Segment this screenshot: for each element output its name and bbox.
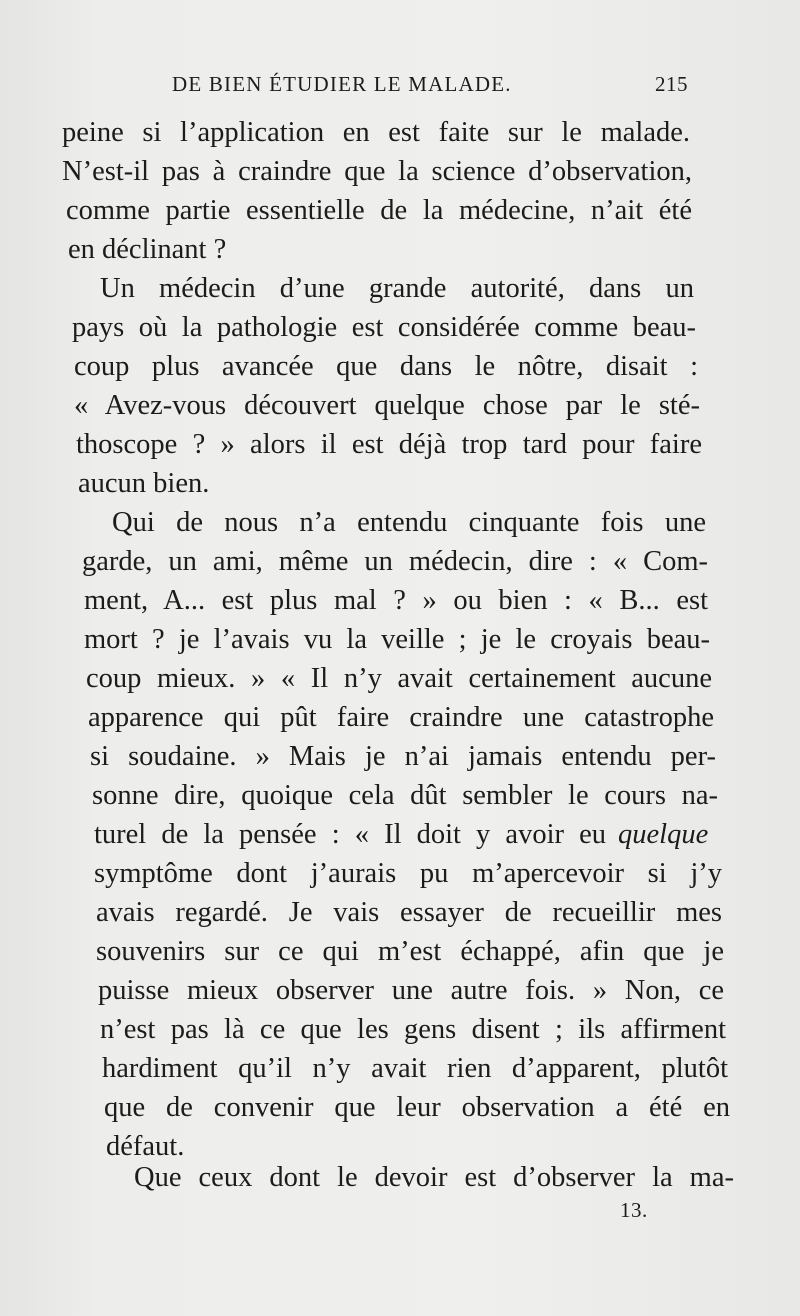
- text-line: puisse mieux observer une autre fois. » Non, ce: [98, 975, 724, 1006]
- text-line: « Avez-vous découvert quelque chose par le sté-: [74, 390, 700, 421]
- page-number: 215: [655, 72, 688, 96]
- text-line: n’est pas là ce que les gens disent ; ils affirment: [100, 1014, 726, 1045]
- text-line: symptôme dont j’aurais pu m’apercevoir si j’y: [94, 858, 722, 889]
- text-line: avais regardé. Je vais essayer de recueillir mes: [96, 897, 722, 928]
- text-line: Que ceux dont le devoir est d’observer la ma-: [134, 1162, 734, 1193]
- text-line-with-emphasis: [94, 817, 722, 853]
- running-title: DE BIEN ÉTUDIER LE MALADE.: [172, 72, 512, 96]
- text-line: coup plus avancée que dans le nôtre, disait :: [74, 351, 698, 382]
- page-header: [60, 72, 700, 104]
- signature-mark: 13.: [620, 1198, 648, 1222]
- text-line: sonne dire, quoique cela dût sembler le cours na-: [92, 780, 718, 811]
- text-line: hardiment qu’il n’y avait rien d’apparent, plutôt: [102, 1053, 728, 1084]
- text-line: comme partie essentielle de la médecine, n’ait été: [66, 195, 692, 226]
- text-line: que de convenir que leur observation a été en: [104, 1092, 730, 1123]
- text-line: apparence qui pût faire craindre une catastrophe: [88, 702, 714, 733]
- text-line: ment, A... est plus mal ? » ou bien : « B... est: [84, 585, 708, 616]
- text-line: aucun bien.: [78, 468, 210, 499]
- text-line: peine si l’application en est faite sur le malade.: [62, 117, 690, 148]
- text-line: pays où la pathologie est considérée comme beau-: [72, 312, 696, 343]
- text-line: souvenirs sur ce qui m’est échappé, afin que je: [96, 936, 724, 967]
- text-line: si soudaine. » Mais je n’ai jamais entendu per-: [90, 741, 716, 772]
- emphasized-word: quelque: [618, 819, 709, 850]
- text-line: thoscope ? » alors il est déjà trop tard pour faire: [76, 429, 702, 460]
- text-line: coup mieux. » « Il n’y avait certainement aucune: [86, 663, 712, 694]
- text-line-part: turel de la pensée : « Il doit y avoir eu: [94, 819, 606, 850]
- text-line: mort ? je l’avais vu la veille ; je le croyais beau-: [84, 624, 710, 655]
- text-line: Un médecin d’une grande autorité, dans un: [100, 273, 694, 304]
- text-line: N’est-il pas à craindre que la science d’observation,: [62, 156, 692, 187]
- text-line: garde, un ami, même un médecin, dire : « Com-: [82, 546, 708, 577]
- text-line: en déclinant ?: [68, 234, 227, 265]
- text-line: Qui de nous n’a entendu cinquante fois une: [112, 507, 706, 538]
- text-line: défaut.: [106, 1131, 185, 1162]
